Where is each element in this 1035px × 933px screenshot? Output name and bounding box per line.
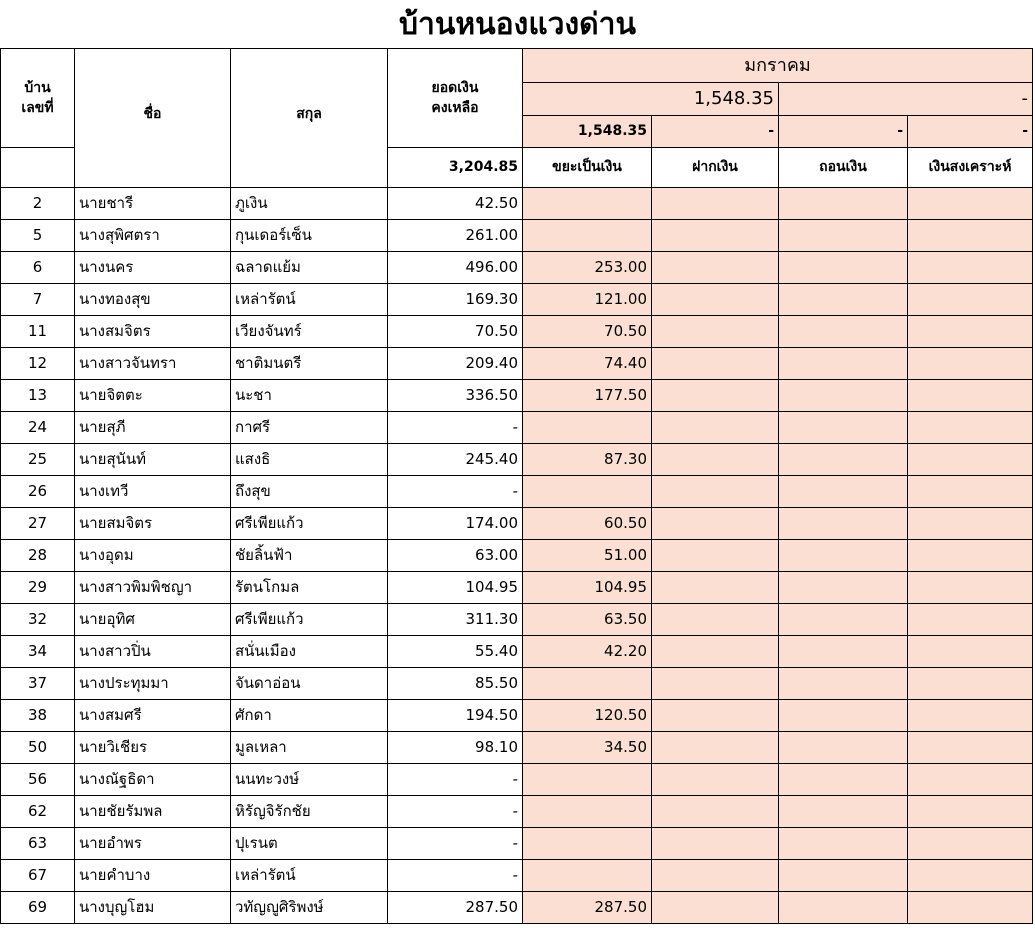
withdraw-cell[interactable]	[779, 636, 908, 668]
house-no-cell[interactable]: 5	[1, 220, 75, 252]
waste-value-cell[interactable]	[523, 476, 652, 508]
welfare-cell[interactable]	[908, 316, 1033, 348]
house-no-cell[interactable]: 6	[1, 252, 75, 284]
header-withdraw: ถอนเงิน	[779, 148, 908, 188]
first-name-cell[interactable]: นางประทุมมา	[75, 668, 231, 700]
last-name-cell[interactable]: รัตนโกมล	[231, 572, 388, 604]
deposit-cell[interactable]	[652, 892, 779, 924]
house-no-cell[interactable]: 37	[1, 668, 75, 700]
withdraw-cell[interactable]	[779, 444, 908, 476]
first-name-cell[interactable]: นางทองสุข	[75, 284, 231, 316]
subtotal-waste: 1,548.35	[523, 116, 652, 148]
table-row	[1, 764, 1033, 796]
house-no-cell[interactable]: 63	[1, 828, 75, 860]
first-name-cell[interactable]: นางอุดม	[75, 540, 231, 572]
welfare-cell[interactable]	[908, 220, 1033, 252]
withdraw-cell[interactable]	[779, 540, 908, 572]
withdraw-cell[interactable]	[779, 188, 908, 220]
last-name-cell[interactable]: จันดาอ่อน	[231, 668, 388, 700]
last-name-cell[interactable]: สนั่นเมือง	[231, 636, 388, 668]
house-no-cell[interactable]: 56	[1, 764, 75, 796]
balance-cell[interactable]: 287.50	[388, 892, 523, 924]
deposit-cell[interactable]	[652, 188, 779, 220]
last-name-cell[interactable]: กุนเดอร์เซ็น	[231, 220, 388, 252]
deposit-cell[interactable]	[652, 540, 779, 572]
balance-cell[interactable]: 194.50	[388, 700, 523, 732]
balance-cell[interactable]: -	[388, 796, 523, 828]
house-no-cell[interactable]: 13	[1, 380, 75, 412]
waste-value-cell[interactable]: 104.95	[523, 572, 652, 604]
balance-cell[interactable]: -	[388, 764, 523, 796]
table-row	[1, 252, 1033, 284]
first-name-cell[interactable]: นายชารี	[75, 188, 231, 220]
welfare-cell[interactable]	[908, 828, 1033, 860]
first-name-cell[interactable]: นางสุพิศตรา	[75, 220, 231, 252]
withdraw-cell[interactable]	[779, 284, 908, 316]
waste-value-cell[interactable]: 34.50	[523, 732, 652, 764]
waste-value-cell[interactable]: 51.00	[523, 540, 652, 572]
waste-value-cell[interactable]	[523, 220, 652, 252]
balance-cell[interactable]: -	[388, 828, 523, 860]
header-balance: ยอดเงิน คงเหลือ	[388, 49, 523, 148]
first-name-cell[interactable]: นายอำพร	[75, 828, 231, 860]
withdraw-cell[interactable]	[779, 700, 908, 732]
last-name-cell[interactable]: นะชา	[231, 380, 388, 412]
balance-cell[interactable]: 98.10	[388, 732, 523, 764]
welfare-cell[interactable]	[908, 572, 1033, 604]
waste-value-cell[interactable]: 253.00	[523, 252, 652, 284]
last-name-cell[interactable]: นนทะวงษ์	[231, 764, 388, 796]
table-row	[1, 732, 1033, 764]
table-row	[1, 412, 1033, 444]
balance-cell[interactable]: -	[388, 412, 523, 444]
balance-cell[interactable]: 311.30	[388, 604, 523, 636]
balance-cell[interactable]: 336.50	[388, 380, 523, 412]
withdraw-cell[interactable]	[779, 508, 908, 540]
last-name-cell[interactable]: ชัยลิ้นฟ้า	[231, 540, 388, 572]
subtotal-deposit: -	[652, 116, 779, 148]
balance-cell[interactable]: 63.00	[388, 540, 523, 572]
last-name-cell[interactable]: วทัญญูศิริพงษ์	[231, 892, 388, 924]
sheet-title: บ้านหนองแวงด่าน	[398, 7, 636, 42]
header-last-name: สกุล	[231, 49, 388, 188]
house-no-cell[interactable]: 29	[1, 572, 75, 604]
withdraw-cell[interactable]	[779, 892, 908, 924]
waste-value-cell[interactable]: 74.40	[523, 348, 652, 380]
welfare-cell[interactable]	[908, 348, 1033, 380]
table-row	[1, 380, 1033, 412]
table-row	[1, 860, 1033, 892]
first-name-cell[interactable]: นางสาวพิมพิชญา	[75, 572, 231, 604]
waste-value-cell[interactable]: 42.20	[523, 636, 652, 668]
waste-value-cell[interactable]	[523, 668, 652, 700]
waste-value-cell[interactable]	[523, 188, 652, 220]
waste-value-cell[interactable]	[523, 412, 652, 444]
house-no-cell[interactable]: 26	[1, 476, 75, 508]
deposit-cell[interactable]	[652, 380, 779, 412]
first-name-cell[interactable]: นางสาวจันทรา	[75, 348, 231, 380]
welfare-cell[interactable]	[908, 252, 1033, 284]
welfare-cell[interactable]	[908, 700, 1033, 732]
withdraw-cell[interactable]	[779, 796, 908, 828]
waste-value-cell[interactable]: 87.30	[523, 444, 652, 476]
first-name-cell[interactable]: นางบุญโฮม	[75, 892, 231, 924]
house-no-cell[interactable]: 12	[1, 348, 75, 380]
table-row	[1, 892, 1033, 924]
table-row	[1, 220, 1033, 252]
welfare-cell[interactable]	[908, 668, 1033, 700]
waste-value-cell[interactable]: 63.50	[523, 604, 652, 636]
header-house-no-blank	[1, 148, 75, 188]
deposit-cell[interactable]	[652, 700, 779, 732]
last-name-cell[interactable]: แสงธิ	[231, 444, 388, 476]
first-name-cell[interactable]: นางสมศรี	[75, 700, 231, 732]
house-no-cell[interactable]: 7	[1, 284, 75, 316]
table-row	[1, 444, 1033, 476]
table-row	[1, 700, 1033, 732]
table-row	[1, 316, 1033, 348]
deposit-cell[interactable]	[652, 796, 779, 828]
first-name-cell[interactable]: นายวิเชียร	[75, 732, 231, 764]
deposit-cell[interactable]	[652, 220, 779, 252]
last-name-cell[interactable]: หิรัญจิรักชัย	[231, 796, 388, 828]
house-no-cell[interactable]: 34	[1, 636, 75, 668]
deposit-cell[interactable]	[652, 764, 779, 796]
month-total: 1,548.35	[523, 83, 779, 116]
balance-cell[interactable]: -	[388, 476, 523, 508]
withdraw-cell[interactable]	[779, 668, 908, 700]
waste-value-cell[interactable]	[523, 796, 652, 828]
withdraw-cell[interactable]	[779, 220, 908, 252]
withdraw-cell[interactable]	[779, 380, 908, 412]
welfare-cell[interactable]	[908, 540, 1033, 572]
house-no-cell[interactable]: 24	[1, 412, 75, 444]
table-row	[1, 508, 1033, 540]
welfare-cell[interactable]	[908, 380, 1033, 412]
month-total-dash: -	[779, 83, 1033, 116]
welfare-cell[interactable]	[908, 764, 1033, 796]
withdraw-cell[interactable]	[779, 348, 908, 380]
house-no-cell[interactable]: 27	[1, 508, 75, 540]
balance-cell[interactable]: 174.00	[388, 508, 523, 540]
deposit-cell[interactable]	[652, 444, 779, 476]
table-row	[1, 668, 1033, 700]
withdraw-cell[interactable]	[779, 412, 908, 444]
first-name-cell[interactable]: นายคำบาง	[75, 860, 231, 892]
balance-cell[interactable]: 70.50	[388, 316, 523, 348]
balance-cell[interactable]: 169.30	[388, 284, 523, 316]
withdraw-cell[interactable]	[779, 572, 908, 604]
deposit-cell[interactable]	[652, 412, 779, 444]
first-name-cell[interactable]: นายสุภี	[75, 412, 231, 444]
last-name-cell[interactable]: เหล่ารัตน์	[231, 284, 388, 316]
header-welfare: เงินสงเคราะห์	[908, 148, 1033, 188]
last-name-cell[interactable]: ปุเรนต	[231, 828, 388, 860]
deposit-cell[interactable]	[652, 828, 779, 860]
house-no-cell[interactable]: 32	[1, 604, 75, 636]
deposit-cell[interactable]	[652, 252, 779, 284]
table-row	[1, 572, 1033, 604]
balance-cell[interactable]: 496.00	[388, 252, 523, 284]
balance-cell[interactable]: 245.40	[388, 444, 523, 476]
withdraw-cell[interactable]	[779, 732, 908, 764]
deposit-cell[interactable]	[652, 284, 779, 316]
last-name-cell[interactable]: ศักดา	[231, 700, 388, 732]
house-no-cell[interactable]: 67	[1, 860, 75, 892]
header-deposit: ฝากเงิน	[652, 148, 779, 188]
table-row	[1, 796, 1033, 828]
house-no-cell[interactable]: 11	[1, 316, 75, 348]
waste-value-cell[interactable]	[523, 764, 652, 796]
balance-cell[interactable]: 209.40	[388, 348, 523, 380]
first-name-cell[interactable]: นายสมจิตร	[75, 508, 231, 540]
savings-ledger-table	[0, 48, 1033, 924]
first-name-cell[interactable]: นางสมจิตร	[75, 316, 231, 348]
table-row	[1, 476, 1033, 508]
welfare-cell[interactable]	[908, 796, 1033, 828]
deposit-cell[interactable]	[652, 348, 779, 380]
header-first-name: ชื่อ	[75, 49, 231, 188]
welfare-cell[interactable]	[908, 636, 1033, 668]
last-name-cell[interactable]: เวียงจันทร์	[231, 316, 388, 348]
header-house-no: บ้าน เลขที่	[1, 49, 75, 148]
table-row	[1, 828, 1033, 860]
house-no-cell[interactable]: 62	[1, 796, 75, 828]
deposit-cell[interactable]	[652, 316, 779, 348]
first-name-cell[interactable]: นายชัยรัมพล	[75, 796, 231, 828]
header-waste-value: ขยะเป็นเงิน	[523, 148, 652, 188]
welfare-cell[interactable]	[908, 284, 1033, 316]
waste-value-cell[interactable]: 60.50	[523, 508, 652, 540]
deposit-cell[interactable]	[652, 476, 779, 508]
house-no-cell[interactable]: 2	[1, 188, 75, 220]
waste-value-cell[interactable]: 70.50	[523, 316, 652, 348]
first-name-cell[interactable]: นางสาวปิ่น	[75, 636, 231, 668]
welfare-cell[interactable]	[908, 732, 1033, 764]
table-row	[1, 348, 1033, 380]
welfare-cell[interactable]	[908, 188, 1033, 220]
house-no-cell[interactable]: 50	[1, 732, 75, 764]
last-name-cell[interactable]: ถึงสุข	[231, 476, 388, 508]
table-row	[1, 604, 1033, 636]
deposit-cell[interactable]	[652, 860, 779, 892]
welfare-cell[interactable]	[908, 604, 1033, 636]
deposit-cell[interactable]	[652, 668, 779, 700]
withdraw-cell[interactable]	[779, 860, 908, 892]
withdraw-cell[interactable]	[779, 764, 908, 796]
last-name-cell[interactable]: ชาติมนตรี	[231, 348, 388, 380]
table-row	[1, 540, 1033, 572]
house-no-cell[interactable]: 69	[1, 892, 75, 924]
first-name-cell[interactable]: นายอุทิศ	[75, 604, 231, 636]
withdraw-cell[interactable]	[779, 828, 908, 860]
withdraw-cell[interactable]	[779, 604, 908, 636]
first-name-cell[interactable]: นางณัฐธิดา	[75, 764, 231, 796]
balance-cell[interactable]: 261.00	[388, 220, 523, 252]
deposit-cell[interactable]	[652, 732, 779, 764]
welfare-cell[interactable]	[908, 508, 1033, 540]
balance-cell[interactable]: -	[388, 860, 523, 892]
welfare-cell[interactable]	[908, 444, 1033, 476]
balance-cell[interactable]: 85.50	[388, 668, 523, 700]
deposit-cell[interactable]	[652, 508, 779, 540]
withdraw-cell[interactable]	[779, 316, 908, 348]
waste-value-cell[interactable]	[523, 860, 652, 892]
first-name-cell[interactable]: นายสุนันท์	[75, 444, 231, 476]
welfare-cell[interactable]	[908, 476, 1033, 508]
withdraw-cell[interactable]	[779, 252, 908, 284]
balance-cell[interactable]: 55.40	[388, 636, 523, 668]
welfare-cell[interactable]	[908, 412, 1033, 444]
waste-value-cell[interactable]: 177.50	[523, 380, 652, 412]
subtotal-withdraw: -	[779, 116, 908, 148]
table-row	[1, 284, 1033, 316]
balance-cell[interactable]: 104.95	[388, 572, 523, 604]
subtotal-welfare: -	[908, 116, 1033, 148]
last-name-cell[interactable]: ศรีเพียแก้ว	[231, 508, 388, 540]
waste-value-cell[interactable]: 121.00	[523, 284, 652, 316]
balance-total: 3,204.85	[388, 148, 523, 188]
waste-value-cell[interactable]: 287.50	[523, 892, 652, 924]
welfare-cell[interactable]	[908, 860, 1033, 892]
last-name-cell[interactable]: ศรีเพียแก้ว	[231, 604, 388, 636]
header-month: มกราคม	[523, 49, 1033, 83]
withdraw-cell[interactable]	[779, 476, 908, 508]
table-row	[1, 636, 1033, 668]
house-no-cell[interactable]: 25	[1, 444, 75, 476]
welfare-cell[interactable]	[908, 892, 1033, 924]
last-name-cell[interactable]: เหล่ารัตน์	[231, 860, 388, 892]
last-name-cell[interactable]: กาศรี	[231, 412, 388, 444]
waste-value-cell[interactable]	[523, 828, 652, 860]
deposit-cell[interactable]	[652, 604, 779, 636]
first-name-cell[interactable]: นางเทวี	[75, 476, 231, 508]
deposit-cell[interactable]	[652, 572, 779, 604]
house-no-cell[interactable]: 38	[1, 700, 75, 732]
deposit-cell[interactable]	[652, 636, 779, 668]
house-no-cell[interactable]: 28	[1, 540, 75, 572]
last-name-cell[interactable]: มูลเหลา	[231, 732, 388, 764]
balance-cell[interactable]: 42.50	[388, 188, 523, 220]
first-name-cell[interactable]: นางนคร	[75, 252, 231, 284]
table-row	[1, 188, 1033, 220]
waste-value-cell[interactable]: 120.50	[523, 700, 652, 732]
last-name-cell[interactable]: ภูเงิน	[231, 188, 388, 220]
first-name-cell[interactable]: นายจิตตะ	[75, 380, 231, 412]
last-name-cell[interactable]: ฉลาดแย้ม	[231, 252, 388, 284]
